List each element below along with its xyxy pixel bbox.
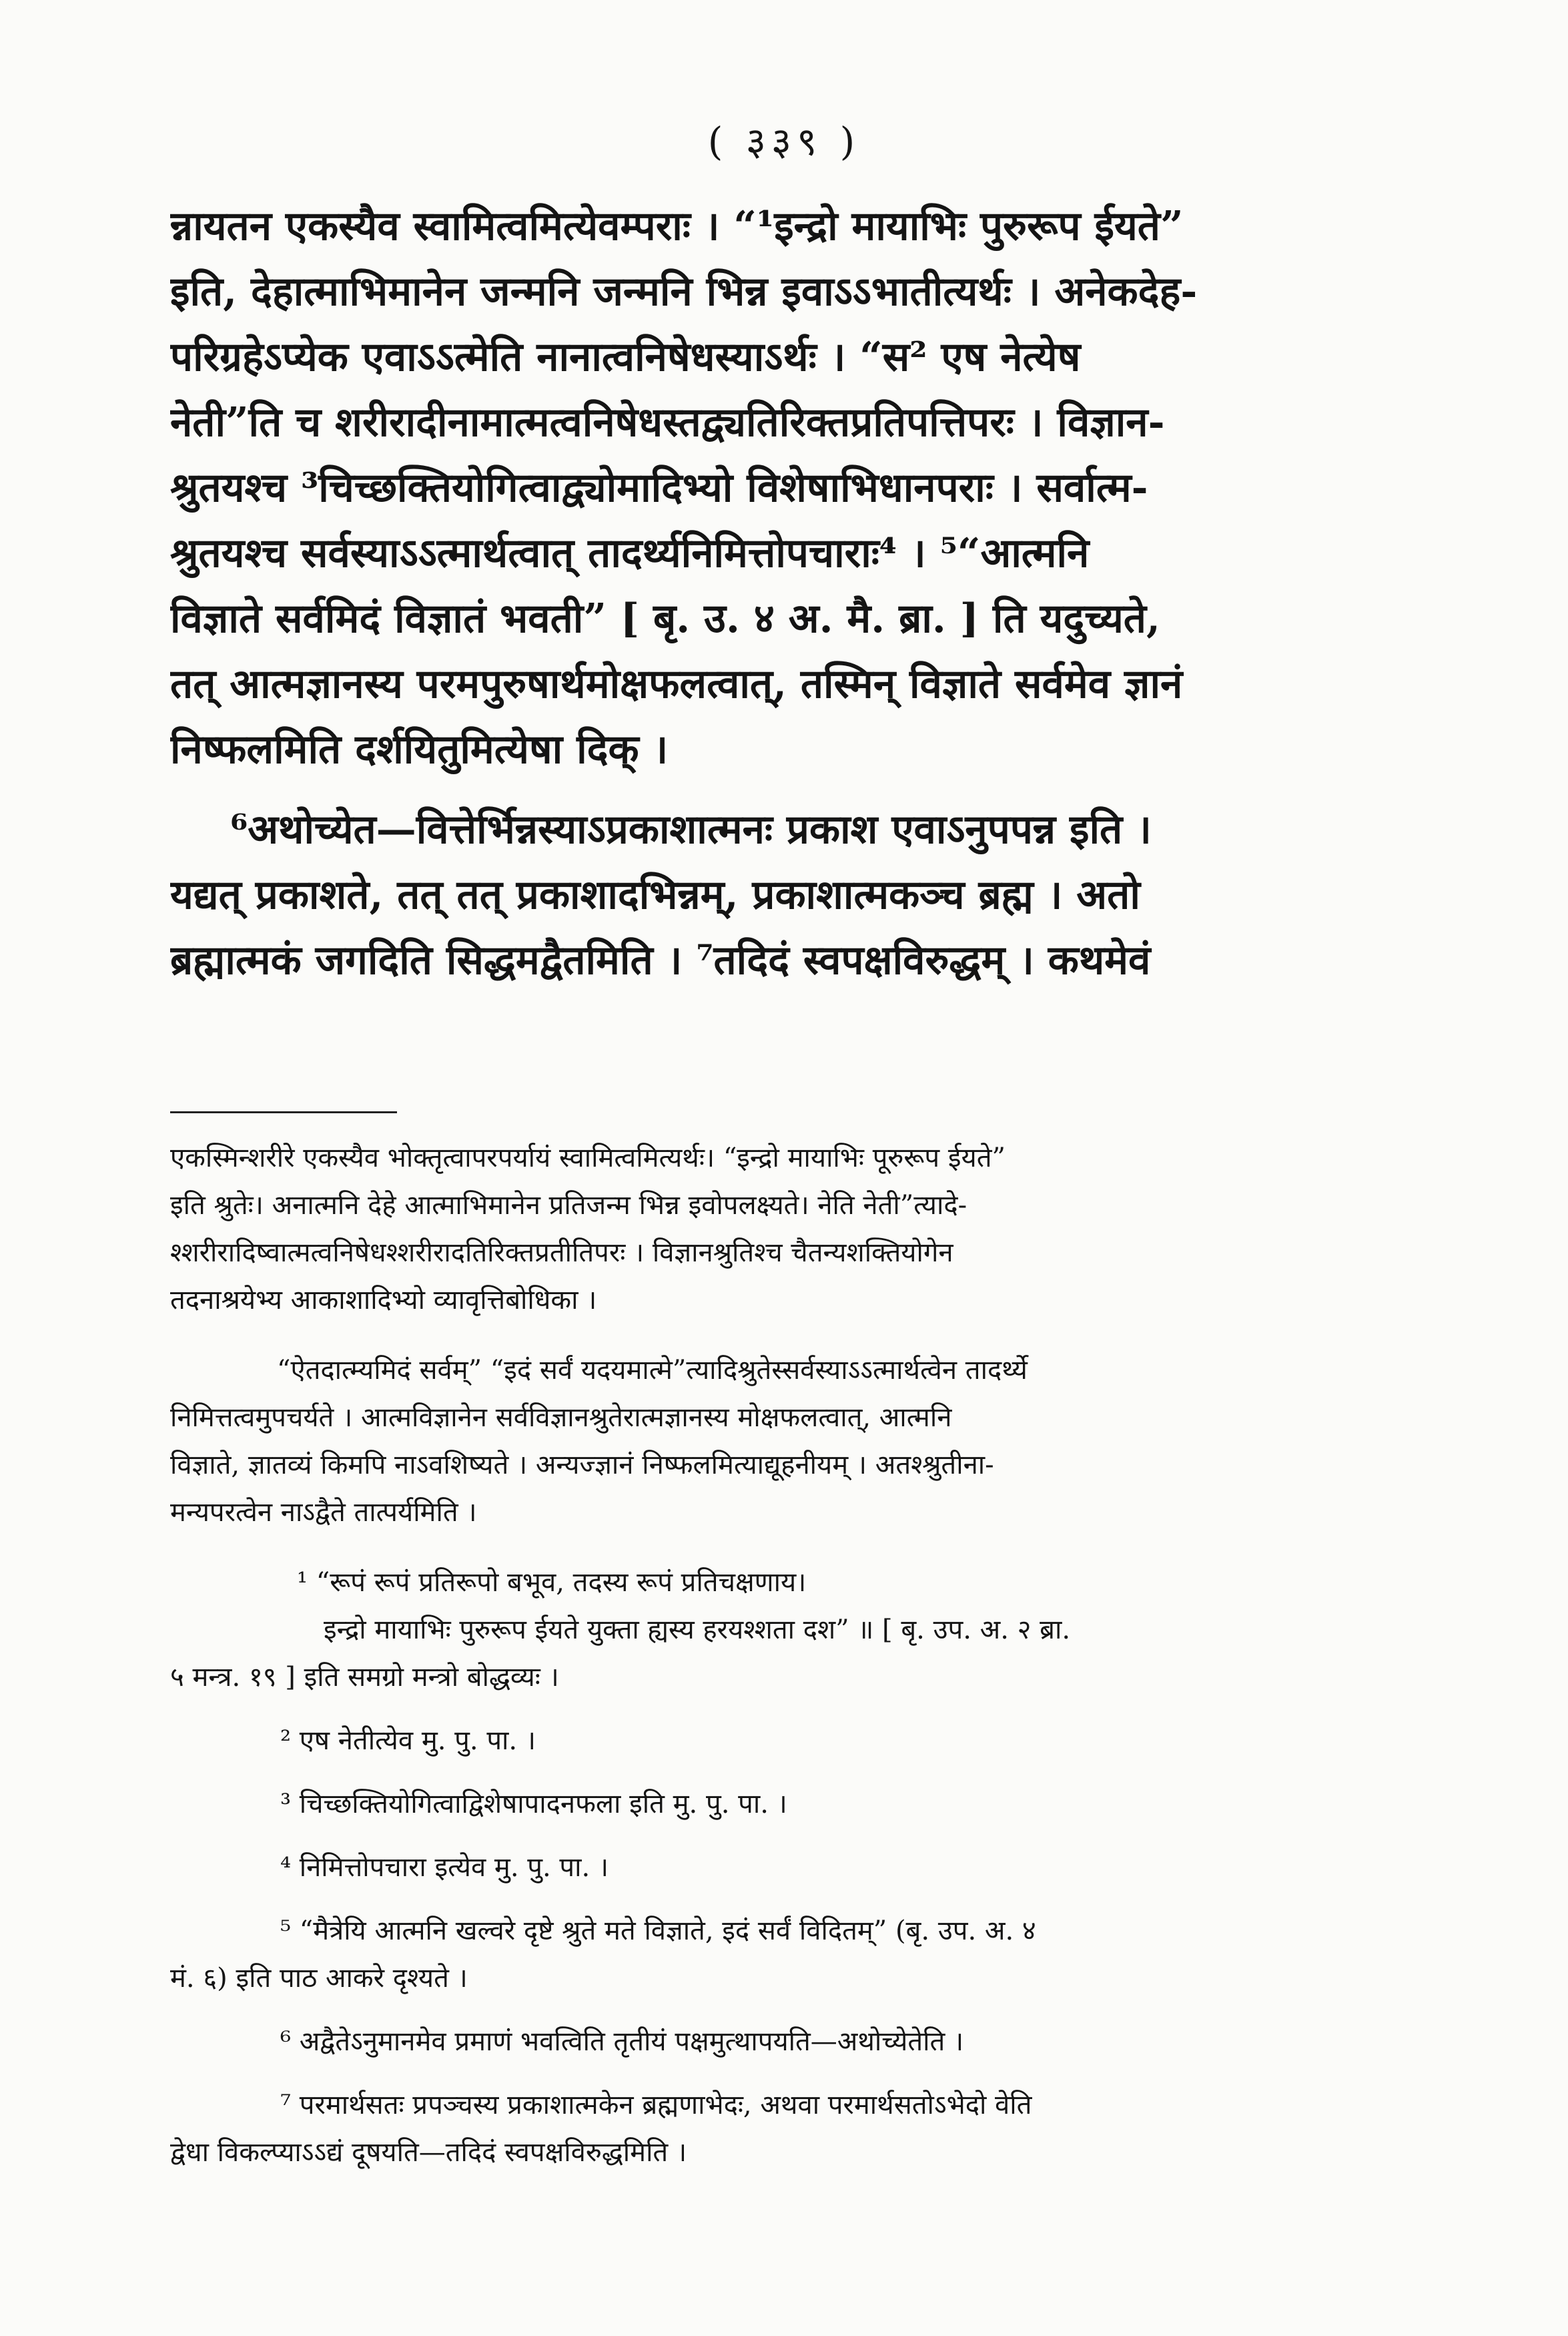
main-line: नेती”ति च शरीरादीनामात्मत्वनिषेधस्तद्व्यतिरिक्तप्रतिपत्तिपरः । विज्ञान- xyxy=(170,399,1165,446)
main-line: ⁶अथोच्येत—वित्तेर्भिन्नस्याऽप्रकाशात्मनः प्रकाश एवाऽनुपपन्न इति । xyxy=(230,806,1152,853)
footnote-line: ⁵ “मैत्रेयि आत्मनि खल्वरे दृष्टे श्रुते मते विज्ञाते, इदं सर्वं विदितम्” (बृ. उप. अ. ४ xyxy=(280,1916,1036,1946)
main-line: विज्ञाते सर्वमिदं विज्ञातं भवती” [ बृ. उ. ४ अ. मै. ब्रा. ] ति यदुच्यते, xyxy=(170,595,1160,642)
footnote-line: ¹ “रूपं रूपं प्रतिरूपो बभूव, तदस्य रूपं प्रतिचक्षणाय। xyxy=(297,1567,807,1598)
footnote-line: ⁶ अद्वैतेऽनुमानमेव प्रमाणं भवत्विति तृतीयं पक्षमुत्थापयति—अथोच्येतेति । xyxy=(280,2026,964,2057)
commentary-line: “ऐतदात्म्यमिदं सर्वम्” “इदं सर्वं यदयमात्मे”त्यादिश्रुतेस्सर्वस्याऽऽत्मार्थत्वेन तादर्थ्ये xyxy=(277,1355,1028,1386)
main-line: श्रुतयश्च सर्वस्याऽऽत्मार्थत्वात् तादर्थ्यनिमित्तोपचाराः⁴ । ⁵“आत्मनि xyxy=(170,530,1090,577)
footnote-divider xyxy=(170,1111,397,1113)
paragraph-gap xyxy=(170,1765,1425,1781)
footnote-line: ५ मन्त्र. १९ ] इति समग्रो मन्त्रो बोद्धव्यः । xyxy=(170,1662,559,1693)
notes-section xyxy=(170,1135,1425,2176)
commentary-line: निमित्तत्वमुपचर्यते । आत्मविज्ञानेन सर्वविज्ञानश्रुतेरात्मज्ञानस्य मोक्षफलत्वात्, आत्मनि xyxy=(170,1402,952,1433)
footnote-line: ² एष नेतीत्येव मु. पु. पा. । xyxy=(280,1725,536,1756)
footnote-line: ³ चिच्छक्तियोगित्वाद्विशेषापादनफला इति मु. पु. पा. । xyxy=(280,1789,787,1819)
main-line: इति, देहात्माभिमानेन जन्मनि जन्मनि भिन्न इवाऽऽभातीत्यर्थः । अनेकदेह- xyxy=(170,268,1198,315)
paragraph-gap xyxy=(170,2066,1425,2082)
main-line: निष्फलमिति दर्शयितुमित्येषा दिक् । xyxy=(170,726,669,773)
main-line: यद्यत् प्रकाशते, तत् तत् प्रकाशादभिन्नम्, प्रकाशात्मकञ्च ब्रह्म । अतो xyxy=(170,872,1140,918)
paragraph-gap xyxy=(170,1701,1425,1717)
paragraph-gap xyxy=(170,1324,1425,1347)
commentary-line: एकस्मिन्शरीरे एकस्यैव भोक्तृत्वापरपर्यायं स्वामित्वमित्यर्थः। “इन्द्रो मायाभिः पूरुरूप ईयते” xyxy=(170,1143,1006,1173)
footnote-line: द्वेधा विकल्प्याऽऽद्यं दूषयति—तदिदं स्वपक्षविरुद्धमिति । xyxy=(170,2137,687,2168)
commentary-line: विज्ञाते, ज्ञातव्यं किमपि नाऽवशिष्यते । अन्यज्ज्ञानं निष्फलमित्याद्यूहनीयम् । अतश्श्रुतीना- xyxy=(170,1450,994,1480)
commentary-line: इति श्रुतेः। अनात्मनि देहे आत्माभिमानेन प्रतिजन्म भिन्न इवोपलक्ष्यते। नेति नेती”त्यादे- xyxy=(170,1190,967,1221)
main-line: परिग्रहेऽप्येक एवाऽऽत्मेति नानात्वनिषेधस्याऽर्थः । “स² एष नेत्येष xyxy=(170,334,1081,380)
commentary-line: श्शरीरादिष्वात्मत्वनिषेधश्शरीरादतिरिक्तप्रतीतिपरः । विज्ञानश्रुतिश्च चैतन्यशक्तियोगेन xyxy=(170,1237,953,1268)
main-line: श्रुतयश्च ³चिच्छक्तियोगित्वाद्व्योमादिभ्यो विशेषाभिधानपराः । सर्वात्म- xyxy=(170,465,1148,511)
main-line: तत् आत्मज्ञानस्य परमपुरुषार्थमोक्षफलत्वात्, तस्मिन् विज्ञाते सर्वमेव ज्ञानं xyxy=(170,661,1183,707)
commentary-line: मन्यपरत्वेन नाऽद्वैते तात्पर्यमिति । xyxy=(170,1497,477,1528)
footnote-line: इन्द्रो मायाभिः पुरुरूप ईयते युक्ता ह्यस्य हरयश्शता दश” ॥ [ बृ. उप. अ. २ ब्रा. xyxy=(324,1615,1071,1645)
footnote-line: ⁴ निमित्तोपचारा इत्येव मु. पु. पा. । xyxy=(280,1852,609,1883)
main-line: न्नायतन एकस्यैव स्वामित्वमित्येवम्पराः । “¹इन्द्रो मायाभिः पुरुरूप ईयते” xyxy=(170,203,1184,250)
footnote-line: ⁷ परमार्थसतः प्रपञ्चस्य प्रकाशात्मकेन ब्रह्मणाभेदः, अथवा परमार्थसतोऽभेदो वेति xyxy=(280,2090,1032,2120)
commentary-line: तदनाश्रयेभ्य आकाशादिभ्यो व्यावृत्तिबोधिका । xyxy=(170,1285,597,1316)
paragraph-gap xyxy=(170,1536,1425,1559)
paragraph-gap xyxy=(170,782,1425,797)
main-line: ब्रह्मात्मकं जगदिति सिद्धमद्वैतमिति । ⁷तदिदं स्वपक्षविरुद्धम् । कथमेवं xyxy=(170,937,1151,984)
paragraph-gap xyxy=(170,1828,1425,1844)
paragraph-gap xyxy=(170,1891,1425,1908)
main-text xyxy=(170,194,1425,993)
page-number: ( ३३९ ) xyxy=(707,119,861,164)
paragraph-gap xyxy=(170,2002,1425,2018)
footnote-line: मं. ६) इति पाठ आकरे दृश्यते । xyxy=(170,1963,468,1994)
